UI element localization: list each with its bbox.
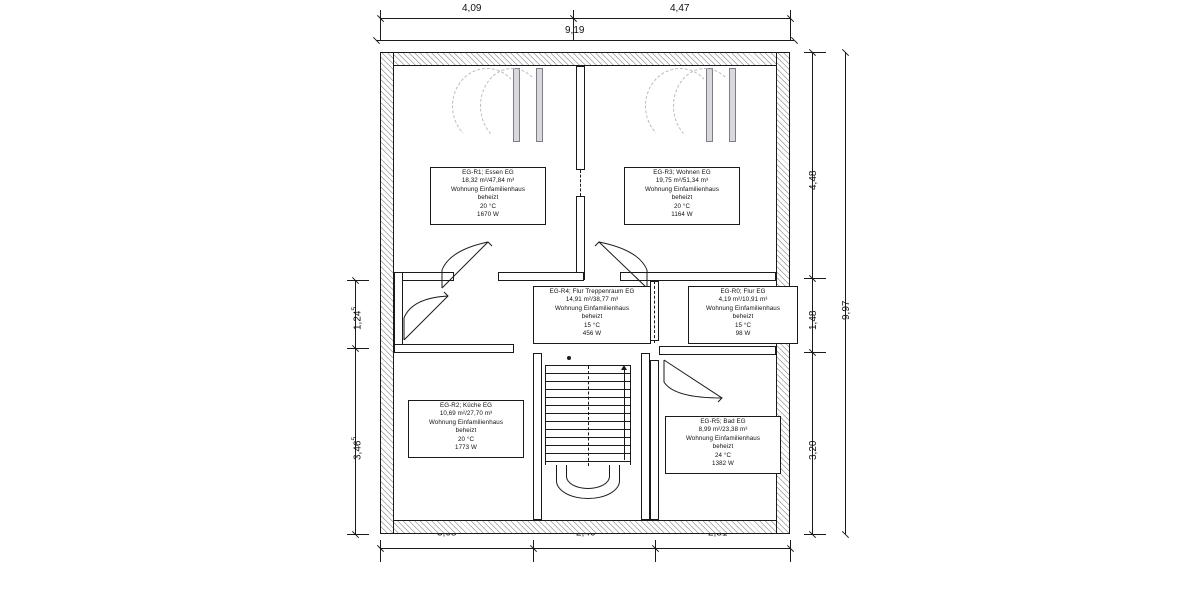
- room-label-line: 456 W: [582, 330, 602, 338]
- stair-center-line: [588, 366, 589, 466]
- room-label-line: Wohnung Einfamilienhaus: [428, 418, 504, 426]
- room-label-line: 98 W: [735, 330, 751, 338]
- room-label-eg-r5: [665, 416, 781, 474]
- dim-ext-right-3: [804, 352, 826, 353]
- dim-top-447: 4,47: [670, 3, 690, 14]
- dim-top-409: 4,09: [462, 3, 482, 14]
- room-label-line: EG-R1; Essen EG: [462, 169, 514, 176]
- dim-right-320: 3,20: [808, 440, 819, 460]
- room-label-line: 4,19 m²/10,91 m³: [718, 296, 768, 304]
- room-label-line: 15 °C: [583, 321, 601, 329]
- room-label-line: Wohnung Einfamilienhaus: [705, 304, 781, 312]
- room-label-line: 20 °C: [673, 202, 691, 210]
- dim-ext-bottom-2: [533, 540, 534, 562]
- dim-left-346-sup: 5: [351, 436, 358, 441]
- room-label-line: 1670 W: [477, 211, 499, 219]
- wall-interior-kitchen-top: [394, 344, 514, 353]
- dim-left-346: 3,46: [352, 440, 364, 460]
- room-label-line: beheizt: [581, 313, 603, 321]
- door-swing-bad: [660, 356, 730, 404]
- room-label-line: 20 °C: [479, 202, 497, 210]
- wall-exterior-bottom: [380, 520, 790, 534]
- room-label-line: Wohnung Einfamilienhaus: [644, 185, 720, 193]
- dim-top-total-919: 9,19: [565, 25, 585, 36]
- dim-ext-top-right: [790, 10, 791, 40]
- room-label-line: EG-R3; Wohnen EG: [653, 169, 711, 176]
- stair-direction-arrow: [624, 370, 625, 460]
- room-label-eg-r1: [430, 167, 546, 225]
- room-label-line: 14,91 m²/38,77 m³: [565, 296, 619, 304]
- room-label-eg-r0: [688, 286, 798, 344]
- room-label-eg-r3: [624, 167, 740, 225]
- dim-ext-bottom-1: [380, 540, 381, 562]
- dim-ext-left-3: [347, 534, 369, 535]
- wall-interior-bad-left: [650, 360, 659, 520]
- room-label-line: beheizt: [671, 194, 693, 202]
- wall-exterior-left: [380, 52, 394, 534]
- room-label-eg-r4: [533, 286, 651, 344]
- room-label-line: 1773 W: [455, 444, 477, 452]
- room-label-line: Wohnung Einfamilienhaus: [450, 185, 526, 193]
- room-label-line: 10,69 m²/27,70 m³: [439, 410, 493, 418]
- wall-exterior-top: [380, 52, 790, 66]
- room-label-line: 24 °C: [714, 451, 732, 459]
- wall-interior-stair-left: [533, 353, 542, 520]
- room-label-line: 19,75 m²/51,34 m³: [655, 177, 709, 185]
- room-label-line: beheizt: [732, 313, 754, 321]
- dim-line-right-inner: [812, 52, 813, 534]
- room-label-line: EG-R5; Bad EG: [700, 418, 746, 425]
- wall-interior-top-spine-lower: [576, 196, 585, 280]
- door-leaf: [729, 68, 736, 142]
- room-label-line: Wohnung Einfamilienhaus: [554, 304, 630, 312]
- dim-ext-left-2: [347, 348, 369, 349]
- wall-interior-top-spine-upper: [576, 66, 585, 170]
- wall-opening-dashed-upper: [580, 170, 581, 196]
- dim-right-448: 4,48: [808, 170, 819, 190]
- room-label-line: EG-R2; Küche EG: [439, 402, 493, 409]
- dim-ext-bottom-4: [790, 540, 791, 562]
- door-swing-wohnen: [585, 240, 665, 290]
- stair-winder-inner: [566, 465, 610, 489]
- wall-interior-bad-top: [659, 346, 776, 355]
- room-label-line: beheizt: [477, 194, 499, 202]
- room-label-line: 8,99 m²/23,38 m³: [698, 426, 748, 434]
- door-swing-arc: [480, 68, 544, 144]
- dim-left-124: 1,24: [352, 310, 364, 330]
- dim-ext-left-1: [347, 280, 369, 281]
- room-label-eg-r2: [408, 400, 524, 458]
- stair-start-dot: [567, 356, 571, 360]
- door-leaf: [536, 68, 543, 142]
- door-opening-dashed-flur: [654, 281, 655, 343]
- room-label-line: 1164 W: [671, 211, 693, 219]
- room-label-line: EG-R0; Flur EG: [720, 288, 766, 295]
- room-label-line: 18,32 m²/47,84 m³: [461, 177, 515, 185]
- dim-ext-right-2: [804, 278, 826, 279]
- dim-ext-right-4: [804, 534, 826, 535]
- dim-left-124-sup: 5: [351, 306, 358, 311]
- dim-right-total-997: 9,97: [841, 300, 852, 320]
- dim-ext-bottom-3: [655, 540, 656, 562]
- room-label-line: 1382 W: [712, 460, 734, 468]
- room-label-line: beheizt: [455, 427, 477, 435]
- dim-line-top-outer: [380, 18, 790, 19]
- room-label-line: Wohnung Einfamilienhaus: [685, 434, 761, 442]
- room-label-line: beheizt: [712, 443, 734, 451]
- room-label-line: 15 °C: [734, 321, 752, 329]
- stair-direction-arrowhead: [621, 365, 627, 370]
- dim-ext-right-1: [804, 52, 826, 53]
- door-swing-arc: [673, 68, 737, 144]
- dim-right-148: 1,48: [808, 310, 819, 330]
- dim-line-top-total: [376, 40, 794, 41]
- room-label-line: 20 °C: [457, 435, 475, 443]
- room-label-line: EG-R4; Flur Treppenraum EG: [549, 288, 635, 295]
- door-swing-kueche: [400, 282, 456, 344]
- dim-ext-top-left: [380, 10, 381, 40]
- dim-line-right-total: [845, 52, 846, 534]
- dim-line-bottom: [380, 548, 790, 549]
- wall-interior-stair-right: [641, 353, 650, 520]
